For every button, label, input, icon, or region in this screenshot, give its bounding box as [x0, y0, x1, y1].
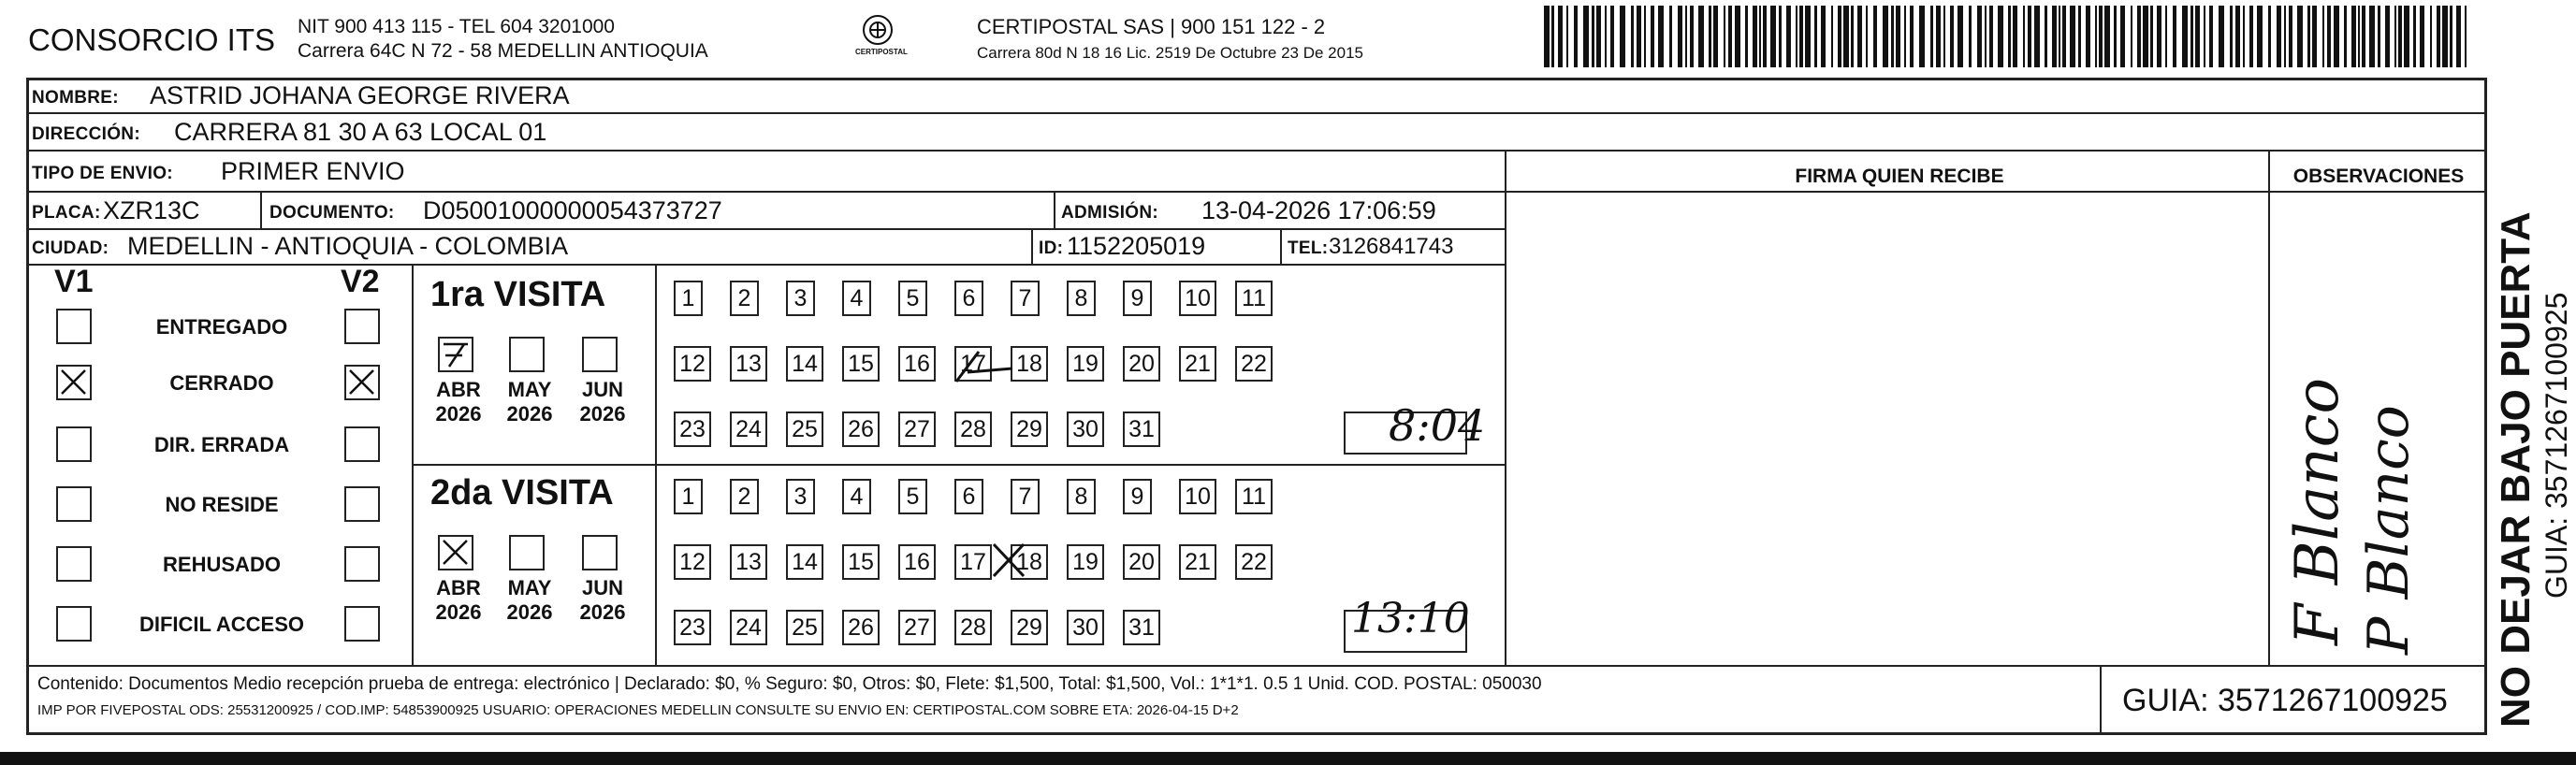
barcode-bar	[2165, 6, 2167, 67]
nombre-label: NOMBRE:	[32, 88, 119, 108]
barcode-bar	[2334, 6, 2339, 67]
year-label: 2026	[579, 600, 626, 624]
v1-checkbox[interactable]	[56, 426, 92, 462]
v1-checkbox[interactable]	[56, 365, 92, 400]
day-box[interactable]: 9	[1123, 281, 1152, 316]
day16-cross-mark	[990, 541, 1027, 580]
carrier-address: Carrera 80d N 18 16 Lic. 2519 De Octubre 23 De 2015	[977, 44, 1363, 62]
barcode-bar	[1724, 6, 1725, 67]
barcode-bar	[1631, 6, 1634, 67]
barcode-bar	[1950, 6, 1954, 67]
barcode-bar	[2157, 6, 2161, 67]
v1-checkbox[interactable]	[56, 309, 92, 344]
month-checkbox[interactable]	[582, 337, 618, 372]
barcode-bar	[2465, 6, 2467, 67]
day-box[interactable]: 13	[730, 346, 767, 382]
day-box[interactable]: 1	[674, 479, 703, 514]
day-box[interactable]: 19	[1067, 544, 1104, 580]
status-label: NO RESIDE	[165, 493, 279, 516]
barcode-bar	[2070, 6, 2075, 67]
v2-checkbox[interactable]	[344, 486, 380, 522]
barcode-bar	[1583, 6, 1589, 67]
day-box[interactable]: 1	[674, 281, 703, 316]
barcode-bar	[1637, 6, 1641, 67]
day-box[interactable]: 12	[674, 544, 711, 580]
certipostal-logo	[850, 11, 906, 64]
barcode-bar	[1551, 6, 1554, 67]
barcode-bar	[1873, 6, 1877, 67]
barcode-bar	[2358, 6, 2360, 67]
year-label: 2026	[435, 402, 482, 426]
barcode-bar	[2351, 6, 2356, 67]
day-box[interactable]: 19	[1067, 346, 1104, 382]
barcode-bar	[2062, 6, 2066, 67]
barcode-bar	[1786, 6, 1791, 67]
day-box[interactable]: 6	[954, 479, 983, 514]
day-box[interactable]: 11	[1235, 479, 1273, 514]
barcode-bar	[2045, 6, 2047, 67]
barcode-bar	[1943, 6, 1945, 67]
barcode-bar	[1735, 6, 1740, 67]
barcode-bar	[1919, 6, 1925, 67]
side-guia: GUIA: 3571267100925	[2540, 292, 2573, 599]
barcode-bar	[1658, 6, 1664, 67]
barcode-bar	[1678, 6, 1682, 67]
tel-label: TEL:	[1288, 238, 1329, 258]
barcode-bar	[1957, 6, 1963, 67]
barcode-bar	[1779, 6, 1782, 67]
year-label: 2026	[579, 402, 626, 426]
status-label: DIR. ERRADA	[153, 433, 290, 456]
footer-contenido: Contenido: Documentos Medio recepción prueba de entrega: electrónico | Declarado: $0, % Seguro: $0, Otros: $0, Flete: $1,500, Total: $1,500, Vol.: 1*1*1. 0.5 1 Unid. COD. POSTAL: 050030	[37, 674, 1542, 694]
day-box[interactable]: 13	[730, 544, 767, 580]
day-box[interactable]: 20	[1123, 346, 1160, 382]
v2-checkbox[interactable]	[344, 365, 380, 400]
day-box[interactable]: 14	[786, 346, 823, 382]
barcode-bar	[2137, 6, 2141, 67]
barcode-bar	[2344, 6, 2347, 67]
v2-checkbox[interactable]	[344, 546, 380, 582]
company-address: Carrera 64C N 72 - 58 MEDELLIN ANTIOQUIA	[298, 40, 708, 62]
barcode-bar	[2450, 6, 2452, 67]
day-box[interactable]: 26	[842, 411, 880, 447]
day-box[interactable]: 18	[1011, 544, 1048, 580]
day-box[interactable]: 2	[730, 281, 759, 316]
barcode-bar	[1669, 6, 1672, 67]
admision-value: 13-04-2026 17:06:59	[1201, 196, 1436, 224]
observaciones-header: OBSERVACIONES	[2292, 166, 2465, 187]
barcode-bar	[1891, 6, 1894, 67]
day-box[interactable]: 27	[898, 610, 936, 645]
barcode-bar	[1763, 6, 1767, 67]
visit1-time-handwritten: 8:04	[1389, 400, 1486, 451]
barcode-bar	[2243, 6, 2245, 67]
company-nit: NIT 900 413 115 - TEL 604 3201000	[298, 16, 615, 37]
footer-guia: GUIA: 3571267100925	[2122, 683, 2448, 718]
day-box[interactable]: 20	[1123, 544, 1160, 580]
day-box[interactable]: 29	[1011, 610, 1048, 645]
barcode-bar	[2249, 6, 2253, 67]
barcode-bar	[1544, 6, 1550, 67]
month-checkbox[interactable]	[509, 535, 545, 570]
barcode-bar	[2034, 6, 2040, 67]
day-box[interactable]: 25	[786, 610, 823, 645]
barcode-bar	[2297, 6, 2303, 67]
barcode-bar	[1896, 6, 1900, 67]
ciudad-label: CIUDAD:	[32, 238, 109, 258]
day-box[interactable]: 16	[898, 346, 936, 382]
barcode-bar	[2420, 6, 2424, 67]
month-label: ABR	[436, 576, 481, 599]
barcode-bar	[2182, 6, 2188, 67]
barcode-bar	[2086, 6, 2090, 67]
day-box[interactable]: 22	[1235, 544, 1273, 580]
barcode-bar	[2369, 6, 2375, 67]
day-box[interactable]: 27	[898, 411, 936, 447]
v1-checkbox[interactable]	[56, 606, 92, 642]
day-box[interactable]: 7	[1011, 479, 1040, 514]
barcode-bar	[1843, 6, 1849, 67]
day-box[interactable]: 24	[730, 610, 767, 645]
barcode-bar	[1969, 6, 1972, 67]
day-box[interactable]: 15	[842, 346, 880, 382]
id-value: 1152205019	[1067, 232, 1206, 260]
year-label: 2026	[506, 600, 553, 624]
v2-checkbox[interactable]	[344, 426, 380, 462]
barcode-bar	[2312, 6, 2317, 67]
day-box[interactable]: 14	[786, 544, 823, 580]
barcode-bar	[2322, 6, 2324, 67]
barcode-bar	[2362, 6, 2365, 67]
barcode-bar	[1796, 6, 1797, 67]
v1-label: V1	[54, 264, 94, 299]
day-box[interactable]: 6	[954, 281, 983, 316]
day-box[interactable]: 30	[1067, 610, 1104, 645]
day-box[interactable]: 5	[898, 281, 927, 316]
barcode-bar	[1998, 6, 2003, 67]
barcode-bar	[2235, 6, 2240, 67]
barcode-bar	[1814, 6, 1817, 67]
barcode-bar	[1985, 6, 1987, 67]
barcode-bar	[2289, 6, 2292, 67]
carrier-line: CERTIPOSTAL SAS | 900 151 122 - 2	[977, 15, 1326, 38]
day-box[interactable]: 8	[1067, 479, 1096, 514]
nombre-value: ASTRID JOHANA GEORGE RIVERA	[150, 81, 570, 109]
barcode-bar	[2456, 6, 2461, 67]
barcode-bar	[1644, 6, 1646, 67]
v2-checkbox[interactable]	[344, 309, 380, 344]
month-label: JUN	[581, 576, 623, 599]
month-checkbox[interactable]	[582, 535, 618, 570]
barcode-bar	[1596, 6, 1601, 67]
barcode-bar	[1831, 6, 1833, 67]
barcode-bar	[2378, 6, 2380, 67]
day-box[interactable]: 30	[1067, 411, 1104, 447]
company-name: CONSORCIO ITS	[28, 22, 276, 57]
barcode-bar	[2190, 6, 2193, 67]
footer-impresion: IMP POR FIVEPOSTAL ODS: 25531200925 / COD.IMP: 54853900925 USUARIO: OPERACIONES MEDELLIN CONSULTE SU ENVIO EN: CERTIPOSTAL.COM SOBRE ETA: 2026-04-15 D+2	[37, 702, 1239, 718]
barcode-bar	[2120, 6, 2125, 67]
barcode-bar	[2195, 6, 2200, 67]
barcode-bar	[1713, 6, 1718, 67]
barcode-bar	[1709, 6, 1711, 67]
barcode-bar	[2230, 6, 2233, 67]
day-box[interactable]: 21	[1179, 346, 1216, 382]
barcode-bar	[2052, 6, 2057, 67]
day-box[interactable]: 5	[898, 479, 927, 514]
barcode-bar	[2023, 6, 2025, 67]
barcode-bar	[1620, 6, 1625, 67]
direccion-value: CARRERA 81 30 A 63 LOCAL 01	[174, 118, 547, 146]
v1-checkbox[interactable]	[56, 486, 92, 522]
day-box[interactable]: 17	[954, 346, 992, 382]
status-label: DIFICIL ACCESO	[138, 613, 304, 636]
day-box[interactable]: 12	[674, 346, 711, 382]
barcode-bar	[2327, 6, 2331, 67]
barcode-bar	[2209, 6, 2213, 67]
barcode-bar	[2430, 6, 2432, 67]
barcode-bar	[1592, 6, 1594, 67]
barcode-bar	[2257, 6, 2263, 67]
barcode-bar	[2078, 6, 2081, 67]
barcode-bar	[1838, 6, 1841, 67]
day-box[interactable]: 3	[786, 479, 815, 514]
side-warning: NO DEJAR BAJO PUERTA	[2493, 211, 2539, 728]
day15-strike-mark	[951, 344, 1016, 391]
barcode-bar	[2095, 6, 2097, 67]
barcode-bar	[1805, 6, 1811, 67]
documento-value: D05001000000054373727	[423, 196, 722, 224]
day-box[interactable]: 16	[898, 544, 936, 580]
barcode-bar	[1799, 6, 1803, 67]
day-box[interactable]: 28	[954, 610, 992, 645]
direccion-label: DIRECCIÓN:	[32, 124, 140, 144]
bottom-band	[0, 752, 2576, 765]
barcode-bar	[1610, 6, 1614, 67]
barcode-bar	[1698, 6, 1704, 67]
barcode	[1544, 0, 2480, 75]
day-box[interactable]: 28	[954, 411, 992, 447]
barcode-bar	[1904, 6, 1906, 67]
barcode-bar	[2268, 6, 2271, 67]
barcode-bar	[2442, 6, 2448, 67]
day-box[interactable]: 25	[786, 411, 823, 447]
barcode-bar	[1851, 6, 1854, 67]
visit2-title: 2da VISITA	[430, 473, 614, 512]
barcode-bar	[1866, 6, 1868, 67]
month-label: JUN	[581, 378, 623, 401]
barcode-bar	[2114, 6, 2117, 67]
barcode-bar	[2307, 6, 2310, 67]
day-box[interactable]: 31	[1123, 411, 1160, 447]
day-box[interactable]: 4	[842, 479, 871, 514]
barcode-bar	[2143, 6, 2148, 67]
barcode-bar	[2059, 6, 2060, 67]
barcode-bar	[2398, 6, 2402, 67]
documento-label: DOCUMENTO:	[269, 203, 395, 223]
barcode-bar	[1857, 6, 1862, 67]
year-label: 2026	[506, 402, 553, 426]
day-box[interactable]: 3	[786, 281, 815, 316]
firma-header: FIRMA QUIEN RECIBE	[1795, 166, 2004, 187]
barcode-bar	[2277, 6, 2281, 67]
day-box[interactable]: 4	[842, 281, 871, 316]
barcode-bar	[1651, 6, 1654, 67]
barcode-bar	[1910, 6, 1914, 67]
v1-checkbox[interactable]	[56, 546, 92, 582]
month-label: MAY	[507, 576, 552, 599]
barcode-bar	[2204, 6, 2205, 67]
month-checkbox[interactable]	[509, 337, 545, 372]
day-box[interactable]: 10	[1179, 281, 1216, 316]
barcode-bar	[1977, 6, 1982, 67]
day-box[interactable]: 23	[674, 411, 711, 447]
year-label: 2026	[435, 600, 482, 624]
barcode-bar	[1883, 6, 1888, 67]
month-checkbox[interactable]	[438, 535, 473, 570]
barcode-bar	[1558, 6, 1563, 67]
barcode-bar	[1753, 6, 1757, 67]
barcode-bar	[2219, 6, 2224, 67]
barcode-bar	[2413, 6, 2416, 67]
barcode-bar	[1728, 6, 1732, 67]
barcode-bar	[1759, 6, 1761, 67]
barcode-bar	[1574, 6, 1578, 67]
barcode-bar	[2150, 6, 2153, 67]
barcode-bar	[1745, 6, 1748, 67]
barcode-bar	[1690, 6, 1694, 67]
placa-value: XZR13C	[103, 196, 200, 224]
day-box[interactable]: 11	[1235, 281, 1273, 316]
barcode-bar	[2099, 6, 2103, 67]
day-box[interactable]: 17	[954, 544, 992, 580]
barcode-bar	[2028, 6, 2031, 67]
tipo-envio-value: PRIMER ENVIO	[221, 157, 405, 185]
day-box[interactable]: 15	[842, 544, 880, 580]
barcode-bar	[2437, 6, 2440, 67]
status-label: CERRADO	[169, 371, 274, 395]
month-checkbox[interactable]	[438, 337, 473, 372]
status-label: REHUSADO	[163, 553, 281, 576]
ciudad-value: MEDELLIN - ANTIOQUIA - COLOMBIA	[127, 232, 569, 260]
barcode-bar	[2404, 6, 2409, 67]
observation-note-1: F Blanco	[2283, 378, 2352, 645]
id-label: ID:	[1039, 238, 1064, 258]
day-box[interactable]: 7	[1011, 281, 1040, 316]
v2-label: V2	[341, 264, 380, 299]
barcode-bar	[1821, 6, 1826, 67]
observation-note-2: P Blanco	[2356, 405, 2422, 655]
barcode-bar	[2104, 6, 2110, 67]
day-box[interactable]: 10	[1179, 479, 1216, 514]
month-label: MAY	[507, 378, 552, 401]
barcode-bar	[2173, 6, 2176, 67]
visit1-title: 1ra VISITA	[430, 275, 606, 314]
tel-value: 3126841743	[1329, 234, 1454, 259]
barcode-bar	[1930, 6, 1933, 67]
day-box[interactable]: 31	[1123, 610, 1160, 645]
day-box[interactable]: 9	[1123, 479, 1152, 514]
day-box[interactable]: 8	[1067, 281, 1096, 316]
barcode-bar	[1685, 6, 1687, 67]
visit2-time-handwritten: 13:10	[1351, 595, 1470, 642]
day-box[interactable]: 29	[1011, 411, 1048, 447]
v2-checkbox[interactable]	[344, 606, 380, 642]
barcode-bar	[1770, 6, 1776, 67]
status-label: ENTREGADO	[155, 315, 288, 339]
barcode-bar	[1936, 6, 1941, 67]
barcode-bar	[2013, 6, 2017, 67]
barcode-bar	[2284, 6, 2286, 67]
day-box[interactable]: 24	[730, 411, 767, 447]
logo-text: CERTIPOSTAL	[855, 48, 908, 56]
day-box[interactable]: 26	[842, 610, 880, 645]
placa-label: PLACA:	[32, 203, 101, 223]
barcode-bar	[2385, 6, 2390, 67]
admision-label: ADMISIÓN:	[1061, 203, 1159, 223]
barcode-bar	[2131, 6, 2132, 67]
day-box[interactable]: 22	[1235, 346, 1273, 382]
month-label: ABR	[436, 378, 481, 401]
day-box[interactable]: 18	[1011, 346, 1048, 382]
barcode-bar	[2394, 6, 2396, 67]
day-box[interactable]: 23	[674, 610, 711, 645]
tipo-envio-label: TIPO DE ENVIO:	[32, 164, 173, 183]
day-box[interactable]: 21	[1179, 544, 1216, 580]
barcode-bar	[2008, 6, 2011, 67]
barcode-bar	[1605, 6, 1607, 67]
barcode-bar	[1989, 6, 1993, 67]
barcode-bar	[1566, 6, 1568, 67]
day-box[interactable]: 2	[730, 479, 759, 514]
